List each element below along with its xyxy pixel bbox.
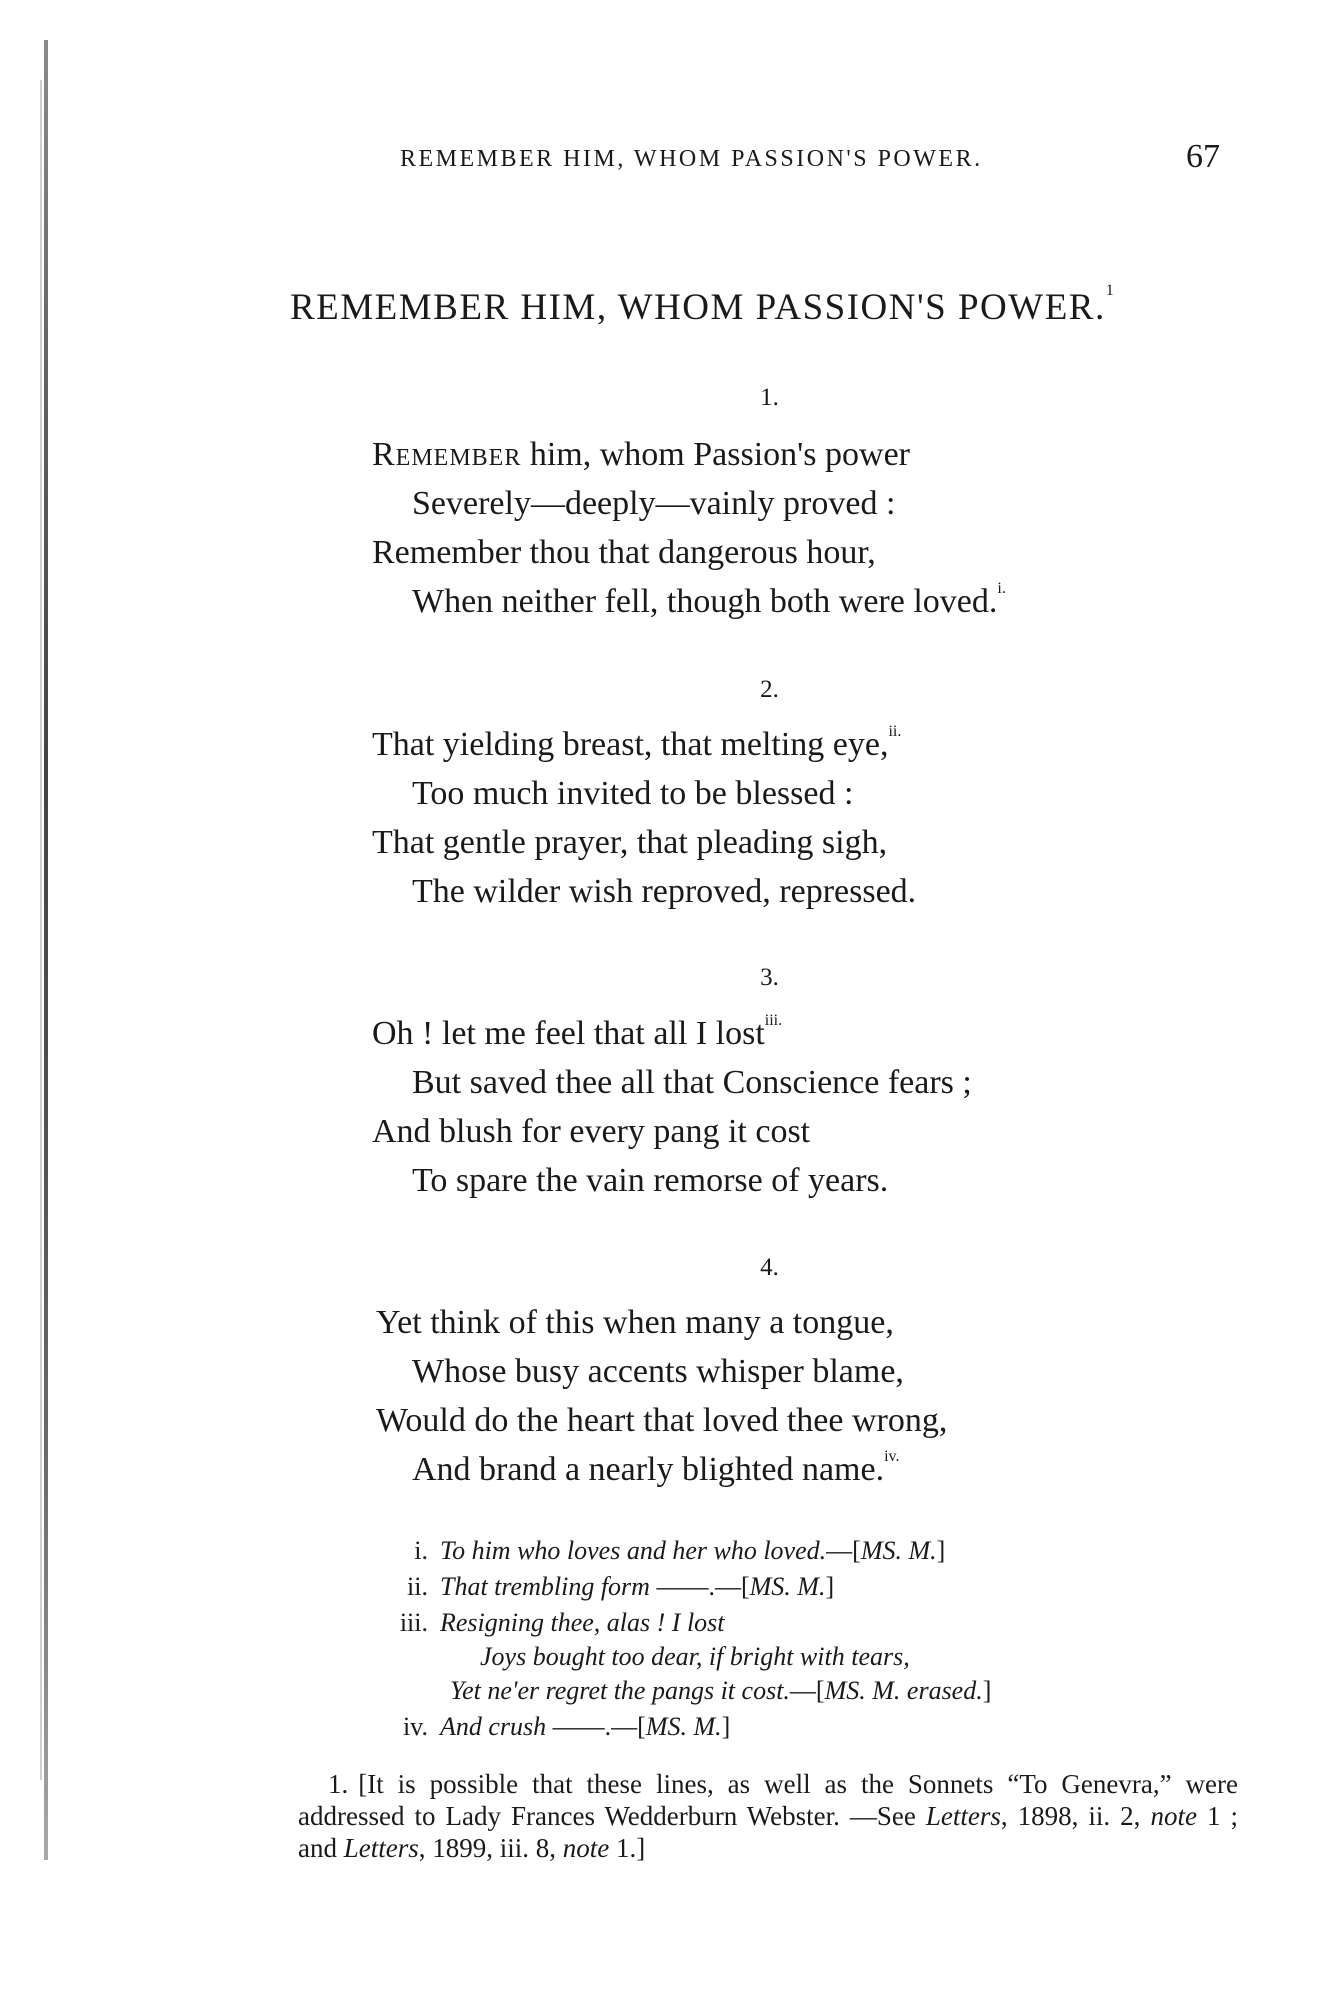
variant-close: ]	[936, 1536, 946, 1565]
variant-marker: iii.	[764, 1012, 783, 1029]
verse-line	[412, 1448, 900, 1488]
variant-reading	[370, 1610, 725, 1636]
title-footnote-marker: 1	[1105, 282, 1116, 299]
verse-line: Too much invited to be blessed :	[412, 775, 854, 812]
page-binding-shadow	[40, 80, 42, 1780]
variant-marker: iv.	[884, 1448, 900, 1465]
variant-tail: —[	[826, 1536, 861, 1565]
variant-tail: —[	[789, 1676, 825, 1705]
footnote-text: 1 ; and	[298, 1801, 1238, 1863]
variant-text: That trembling form	[440, 1572, 650, 1601]
verse-line-text: Oh ! let me feel that all I lost	[372, 1015, 765, 1052]
variant-close: ]	[825, 1572, 835, 1601]
verse-line: Remember thou that dangerous hour,	[372, 534, 876, 571]
editorial-footnote	[298, 1768, 1238, 1864]
variant-text: To him who loves and her who loved.	[440, 1536, 827, 1565]
manuscript-siglum: MS. M.	[645, 1712, 722, 1741]
running-title: REMEMBER HIM, WHOM PASSION'S POWER.	[400, 146, 983, 172]
verse-line	[372, 723, 902, 763]
variant-reading	[370, 1574, 834, 1600]
variant-reading-continued	[480, 1644, 910, 1670]
footnote-letters-ref: Letters	[343, 1833, 419, 1863]
footnote-text: , 1899, iii. 8,	[418, 1833, 563, 1863]
verse-line-text: That yielding breast, that melting eye,	[372, 726, 889, 763]
verse-line: And blush for every pang it cost	[372, 1113, 811, 1150]
verse-line	[372, 1012, 783, 1052]
verse-line: Whose busy accents whisper blame,	[412, 1353, 904, 1390]
stanza-number: 4.	[760, 1254, 779, 1281]
variant-number: iii.	[399, 1608, 428, 1637]
verse-line: To spare the vain remorse of years.	[412, 1162, 889, 1199]
footnote-text: 1.]	[609, 1833, 646, 1863]
poem-title	[290, 282, 1250, 329]
footnote-text: , 1898, ii. 2,	[1000, 1801, 1151, 1831]
variant-marker: ii.	[888, 723, 902, 740]
verse-line	[372, 438, 910, 472]
manuscript-siglum: MS. M.	[749, 1572, 826, 1601]
variant-number: ii.	[407, 1572, 428, 1601]
page-binding-edge	[44, 40, 48, 1860]
poem-title-text: REMEMBER HIM, WHOM PASSION'S POWER.	[290, 287, 1106, 328]
variant-reading	[370, 1714, 730, 1740]
footnote-note-ref: note	[1150, 1801, 1197, 1831]
variant-text: And crush	[440, 1712, 547, 1741]
verse-line: But saved thee all that Conscience fears ;	[412, 1064, 972, 1101]
variant-tail: ——.—[	[546, 1712, 646, 1741]
footnote-letters-ref: Letters	[925, 1801, 1001, 1831]
variant-marker: i.	[997, 580, 1006, 597]
stanza-number: 2.	[760, 676, 779, 703]
footnote-note-ref: note	[562, 1833, 610, 1863]
variant-tail: ——.—[	[649, 1572, 750, 1601]
verse-line: Severely—deeply—vainly proved :	[412, 485, 896, 522]
variant-number: i.	[414, 1536, 428, 1565]
running-head	[400, 138, 1220, 178]
verse-line: The wilder wish reproved, repressed.	[412, 873, 917, 910]
variant-text: Resigning thee, alas ! I lost	[440, 1608, 725, 1637]
verse-line	[412, 580, 1006, 620]
variant-reading	[370, 1538, 945, 1564]
footnote-text: [It is possible that these lines, as well as the Sonnets “To Genevra,” were addressed to Lady Frances Wedderburn Webster. —See	[298, 1769, 1238, 1831]
stanza-number: 3.	[760, 964, 779, 991]
manuscript-siglum: MS. M. erased.	[824, 1676, 983, 1705]
verse-line: Yet think of this when many a tongue,	[376, 1304, 894, 1341]
manuscript-siglum: MS. M.	[860, 1536, 937, 1565]
stanza-number: 1.	[760, 384, 779, 411]
page-number: 67	[1186, 138, 1220, 175]
verse-line: Would do the heart that loved thee wrong,	[376, 1402, 948, 1439]
verse-line-text: him, whom Passion's power	[521, 436, 910, 473]
variant-reading-continued	[450, 1678, 991, 1704]
verse-line: That gentle prayer, that pleading sigh,	[372, 824, 888, 861]
footnote-number: 1.	[328, 1769, 349, 1799]
variant-text: Joys bought too dear, if bright with tears,	[480, 1642, 910, 1671]
verse-line-text: When neither fell, though both were loved.	[412, 583, 998, 620]
variant-number: iv.	[402, 1712, 428, 1741]
variant-text: Yet ne'er regret the pangs it cost.	[450, 1676, 790, 1705]
variant-close: ]	[721, 1712, 731, 1741]
variant-close: ]	[982, 1676, 992, 1705]
verse-line-text: And brand a nearly blighted name.	[412, 1451, 885, 1488]
verse-line-lead: Remember	[372, 436, 522, 473]
